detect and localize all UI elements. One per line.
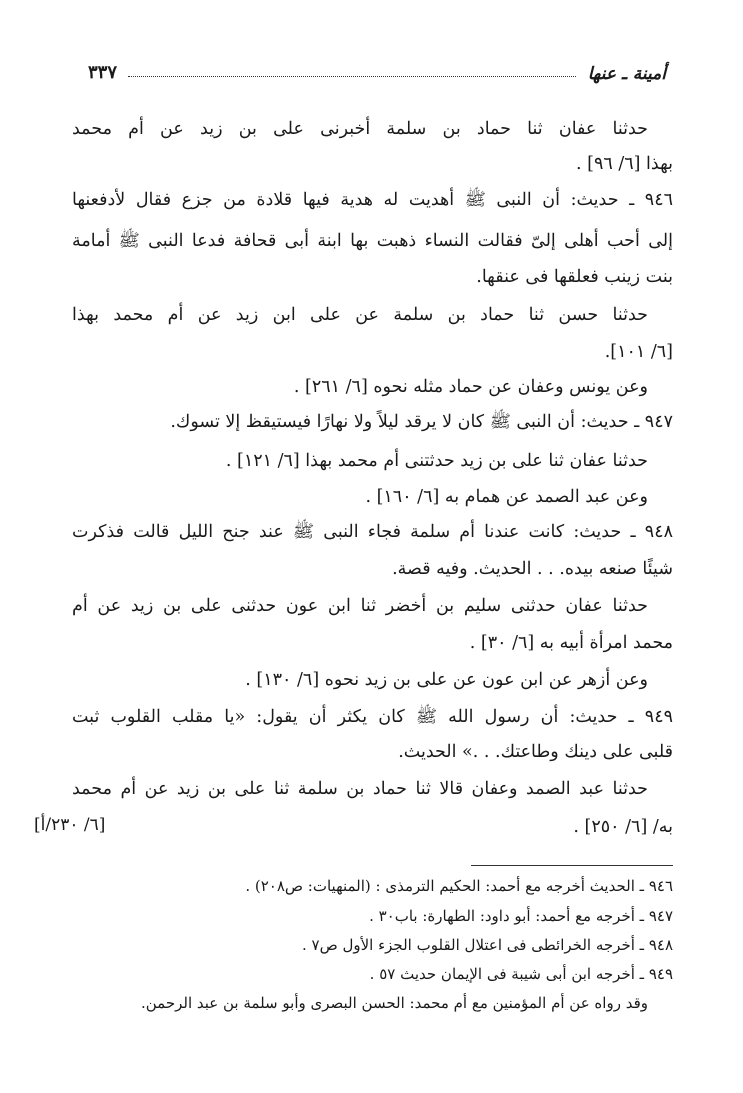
footnote-947: ٩٤٧ ـ أخرجه مع أحمد: أبو داود: الطهارة: باب٣٠ . <box>369 907 673 925</box>
text-line: بهذا [٦/ ٩٦] . <box>575 154 673 174</box>
footnote-948: ٩٤٨ ـ أخرجه الخرائطى فى اعتلال القلوب الجزء الأول ص٧ . <box>301 936 673 954</box>
hadith-948-line: ٩٤٨ ـ حديث: كانت عندنا أم سلمة فجاء النبى ﷺ عند جنح الليل قالت فذكرت <box>72 522 673 542</box>
hadith-947-line: ٩٤٧ ـ حديث: أن النبى ﷺ كان لا يرقد ليلاً ولا نهارًا فيستيقظ إلا تسوك. <box>170 412 673 432</box>
text-line: وعن يونس وعفان عن حماد مثله نحوه [٦/ ٢٦١] . <box>293 377 648 397</box>
margin-reference: [٦/ ٢٣٠/أ] <box>34 815 106 835</box>
text-line: حدثنا عبد الصمد وعفان قالا ثنا حماد بن سلمة ثنا على بن زيد عن أم محمد <box>72 779 648 799</box>
header-dotted-rule <box>128 76 576 77</box>
footnote-note: وقد رواه عن أم المؤمنين مع أم محمد: الحسن البصرى وأبو سلمة بن عبد الرحمن. <box>140 994 648 1012</box>
text-line: قلبى على دينك وطاعتك. . .» الحديث. <box>398 742 673 762</box>
running-title: أمينة ـ عنها <box>584 64 666 84</box>
text-line: بنت زينب فعلقها فى عنقها. <box>476 267 673 287</box>
hadith-949-line: ٩٤٩ ـ حديث: أن رسول الله ﷺ كان يكثر أن يقول: «يا مقلب القلوب ثبت <box>72 707 673 727</box>
text-line: وعن عبد الصمد عن همام به [٦/ ١٦٠] . <box>365 487 648 507</box>
text-line: حدثنا حسن ثنا حماد بن سلمة عن على ابن زيد عن أم محمد بهذا <box>72 305 648 325</box>
page-header <box>88 62 666 88</box>
text-line: حدثنا عفان ثنا حماد بن سلمة أخبرنى على بن زيد عن أم محمد <box>72 119 648 139</box>
footnote-946: ٩٤٦ ـ الحديث أخرجه مع أحمد: الحكيم الترمذى : (المنهيات: ص٢٠٨) . <box>245 877 673 895</box>
text-line: به/ [٦/ ٢٥٠] . <box>573 817 673 837</box>
footnote-949: ٩٤٩ ـ أخرجه ابن أبى شيبة فى الإيمان حديث ٥٧ . <box>369 965 673 983</box>
text-line: حدثنا عفان حدثنى سليم بن أخضر ثنا ابن عون حدثنى على بن زيد عن أم <box>72 596 648 616</box>
text-line: [٦/ ١٠١]. <box>604 342 673 362</box>
hadith-946-line: ٩٤٦ ـ حديث: أن النبى ﷺ أهديت له هدية فيها قلادة من جزع فقال لأدفعنها <box>72 190 673 210</box>
footnote-separator <box>471 865 673 866</box>
text-line: حدثنا عفان ثنا على بن زيد حدثتنى أم محمد بهذا [٦/ ١٢١] . <box>225 451 648 471</box>
page-number: ٣٣٧ <box>88 62 121 83</box>
text-line: إلى أحب أهلى إلىّ فقالت النساء ذهبت بها ابنة أبى قحافة فدعا النبى ﷺ أمامة <box>72 231 673 251</box>
text-line: شيئًا صنعه بيده. . . الحديث. وفيه قصة. <box>392 559 673 579</box>
text-line: وعن أزهر عن ابن عون عن على بن زيد نحوه [٦/ ١٣٠] . <box>245 670 648 690</box>
text-line: محمد امرأة أبيه به [٦/ ٣٠] . <box>469 633 673 653</box>
